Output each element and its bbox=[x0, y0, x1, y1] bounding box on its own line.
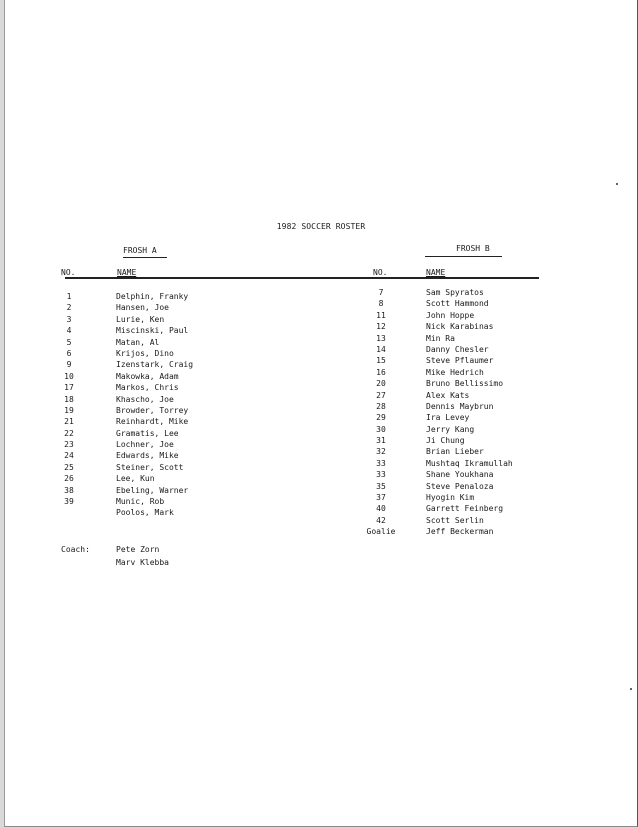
player-name: Lee, Kun bbox=[116, 474, 155, 484]
player-number: 20 bbox=[376, 379, 386, 389]
player-name: Hansen, Joe bbox=[116, 303, 169, 313]
player-name: Nick Karabinas bbox=[426, 322, 494, 332]
player-number: 22 bbox=[64, 428, 74, 438]
frosh-a-number-column bbox=[59, 291, 79, 519]
player-number: 25 bbox=[64, 462, 74, 472]
player-number: 29 bbox=[376, 413, 386, 423]
player-number: 3 bbox=[66, 314, 72, 324]
roster-title: 1982 SOCCER ROSTER bbox=[276, 222, 366, 231]
player-number: 32 bbox=[376, 447, 386, 457]
player-name: John Hoppe bbox=[426, 310, 475, 320]
player-number: 16 bbox=[376, 367, 386, 377]
player-name: Bruno Bellissimo bbox=[426, 379, 504, 389]
frosh-b-heading: FROSH B bbox=[456, 244, 490, 253]
player-name: Ji Chung bbox=[426, 436, 465, 446]
player-name: Steve Pflaumer bbox=[426, 356, 494, 366]
player-number bbox=[59, 507, 79, 518]
player-number: 35 bbox=[376, 481, 386, 491]
player-name: Ebeling, Warner bbox=[116, 485, 189, 495]
player-number: 33 bbox=[376, 470, 386, 480]
player-name: Ira Levey bbox=[426, 413, 470, 423]
player-number: 15 bbox=[376, 356, 386, 366]
scan-speck bbox=[616, 183, 618, 185]
player-number: 13 bbox=[376, 333, 386, 343]
player-number: 33 bbox=[376, 458, 386, 468]
player-number: 38 bbox=[64, 485, 74, 495]
player-number: 40 bbox=[376, 504, 386, 514]
player-number: 11 bbox=[376, 310, 386, 320]
player-name: Lochner, Joe bbox=[116, 440, 174, 450]
frosh-a-no-header: NO. bbox=[61, 268, 76, 277]
player-name: Krijos, Dino bbox=[116, 348, 174, 358]
player-name: Munic, Rob bbox=[116, 497, 165, 507]
player-name: Matan, Al bbox=[116, 337, 160, 347]
header-rule bbox=[65, 277, 539, 279]
player-name: Hyogin Kim bbox=[426, 493, 475, 503]
player-name: Edwards, Mike bbox=[116, 451, 179, 461]
player-number: 17 bbox=[64, 383, 74, 393]
player-number: 27 bbox=[376, 390, 386, 400]
frosh-a-heading: FROSH A bbox=[123, 246, 157, 255]
player-name: Miscinski, Paul bbox=[116, 326, 189, 336]
player-name: Markos, Chris bbox=[116, 383, 179, 393]
player-number: 2 bbox=[66, 303, 72, 313]
player-number: 5 bbox=[66, 337, 72, 347]
player-name: Shane Youkhana bbox=[426, 470, 494, 480]
frosh-a-heading-underline bbox=[123, 257, 167, 258]
player-number: 19 bbox=[64, 405, 74, 415]
frosh-b-heading-underline bbox=[425, 256, 502, 257]
player-number: 14 bbox=[376, 344, 386, 354]
player-number: 26 bbox=[64, 474, 74, 484]
frosh-a-name-column bbox=[116, 291, 193, 519]
coach-name: Pete Zorn bbox=[116, 545, 160, 554]
player-number: 21 bbox=[64, 417, 74, 427]
player-number: 31 bbox=[376, 436, 386, 446]
player-number: 4 bbox=[66, 326, 72, 336]
player-name: Delphin, Franky bbox=[116, 292, 189, 301]
player-name: Min Ra bbox=[426, 333, 455, 343]
player-name: Lurie, Ken bbox=[116, 314, 165, 324]
player-number: 6 bbox=[66, 348, 72, 358]
player-number: 18 bbox=[64, 394, 74, 404]
player-name: Steiner, Scott bbox=[116, 462, 184, 472]
player-number: 10 bbox=[64, 371, 74, 381]
player-name: Danny Chesler bbox=[426, 344, 489, 354]
player-name: Jeff Beckerman bbox=[426, 527, 494, 537]
coach-name: Marv Klebba bbox=[116, 557, 169, 567]
player-number: 1 bbox=[66, 292, 72, 301]
player-number: 7 bbox=[378, 288, 384, 297]
document-page bbox=[4, 0, 638, 827]
player-number: 23 bbox=[64, 440, 74, 450]
player-number: Goalie bbox=[366, 527, 396, 537]
coach-names bbox=[116, 544, 169, 569]
frosh-a-name-header: NAME bbox=[117, 268, 137, 277]
player-number: 12 bbox=[376, 322, 386, 332]
player-name: Garrett Feinberg bbox=[426, 504, 504, 514]
player-name: Gramatis, Lee bbox=[116, 428, 179, 438]
coach-label: Coach: bbox=[61, 545, 90, 554]
player-name: Jerry Kang bbox=[426, 424, 475, 434]
player-number: 39 bbox=[64, 497, 74, 507]
player-name: Khascho, Joe bbox=[116, 394, 174, 404]
player-name: Mushtaq Ikramullah bbox=[426, 458, 513, 468]
player-name: Browder, Torrey bbox=[116, 405, 189, 415]
player-name: Alex Kats bbox=[426, 390, 470, 400]
player-name: Scott Serlin bbox=[426, 515, 484, 525]
player-name: Dennis Maybrun bbox=[426, 401, 494, 411]
player-number: 42 bbox=[376, 515, 386, 525]
frosh-b-number-column bbox=[361, 287, 401, 538]
player-name: Poolos, Mark bbox=[116, 508, 174, 518]
player-number: 28 bbox=[376, 401, 386, 411]
player-name: Reinhardt, Mike bbox=[116, 417, 189, 427]
player-number: 9 bbox=[66, 360, 72, 370]
frosh-b-no-header: NO. bbox=[373, 268, 388, 277]
player-name: Makowka, Adam bbox=[116, 371, 179, 381]
player-name: Steve Penaloza bbox=[426, 481, 494, 491]
frosh-b-name-column bbox=[426, 287, 513, 538]
frosh-b-name-header: NAME bbox=[426, 268, 446, 277]
player-number: 24 bbox=[64, 451, 74, 461]
player-name: Brian Lieber bbox=[426, 447, 484, 457]
player-number: 37 bbox=[376, 493, 386, 503]
player-number: 8 bbox=[378, 299, 384, 309]
player-number: 30 bbox=[376, 424, 386, 434]
scan-speck bbox=[630, 688, 632, 690]
player-name: Izenstark, Craig bbox=[116, 360, 194, 370]
player-name: Scott Hammond bbox=[426, 299, 489, 309]
player-name: Mike Hedrich bbox=[426, 367, 484, 377]
player-name: Sam Spyratos bbox=[426, 288, 484, 297]
